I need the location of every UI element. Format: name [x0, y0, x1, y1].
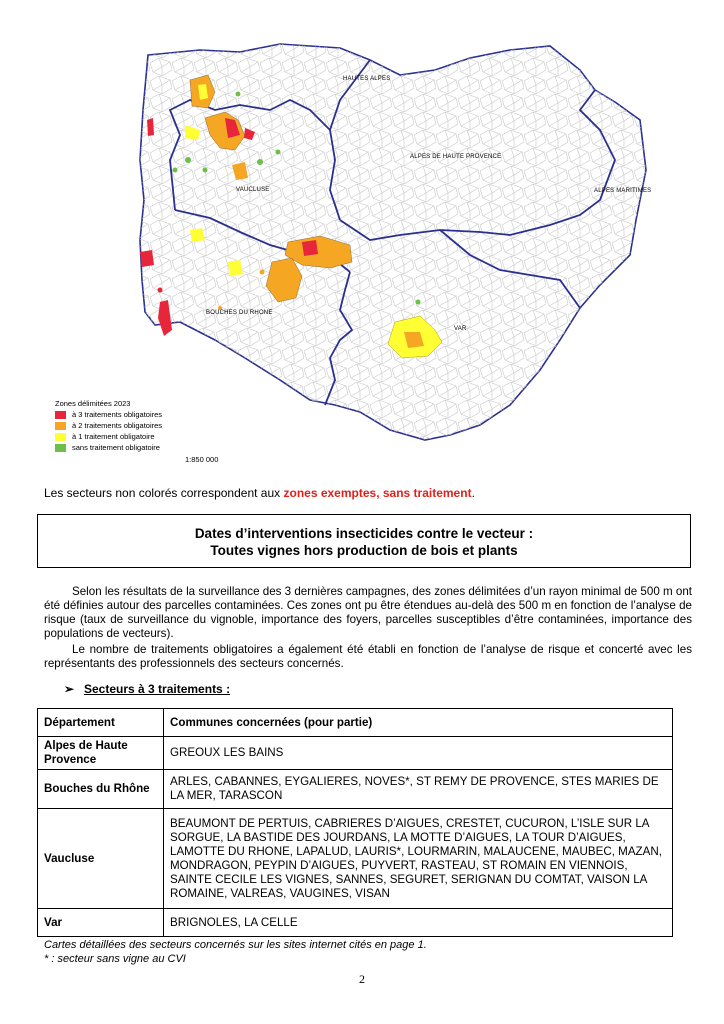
cell-communes: BRIGNOLES, LA CELLE [164, 909, 673, 937]
note-highlight: zones exemptes, sans traitement [283, 486, 472, 500]
exempt-zones-note [44, 486, 475, 500]
legend-item [55, 442, 162, 453]
note-prefix: Les secteurs non colorés correspondent aux [44, 486, 284, 500]
title-line-1: Dates d’interventions insecticides contre le vecteur : [194, 526, 534, 541]
table-row [38, 809, 673, 909]
paragraph-surveillance: Selon les résultats de la surveillance des 3 dernières campagnes, des zones délimitées d’un rayon minimal de 500 m ont été définies autour des parcelles contaminées. Ces zones ont pu être étendues au-delà des 500 m en fonction de l’analyse de risque (taux de surveillance du vignoble, importance des foyers, parcelles susceptibles d’être contaminées, importance des populations de vecteurs). [44, 585, 692, 640]
cell-department: Vaucluse [38, 809, 164, 909]
header-department: Département [38, 709, 164, 737]
header-communes: Communes concernées (pour partie) [164, 709, 673, 737]
legend-item [55, 420, 162, 431]
map-label-vaucluse: VAUCLUSE [236, 187, 270, 193]
footnote-maps: Cartes détaillées des secteurs concernés sur les sites internet cités en page 1. [44, 939, 427, 951]
cell-communes: ARLES, CABANNES, EYGALIERES, NOVES*, ST REMY DE PROVENCE, STES MARIES DE LA MER, TARASCON [164, 770, 673, 809]
communes-table [37, 708, 673, 937]
cell-communes: GREOUX LES BAINS [164, 737, 673, 770]
arrow-icon: ➢ [64, 682, 75, 696]
paragraph-treatments: Le nombre de traitements obligatoires a également été établi en fonction de l’analyse de risque et concerté avec les représentants des professionnels des secteurs concernés. [44, 643, 692, 670]
swatch-red [55, 411, 66, 419]
legend-item [55, 431, 162, 442]
swatch-orange [55, 422, 66, 430]
cell-communes: BEAUMONT DE PERTUIS, CABRIERES D’AIGUES, CRESTET, CUCURON, L’ISLE SUR LA SORGUE, LA BASTIDE DES JOURDANS, LA MOTTE D’AIGUES, LA TOUR D’AIGUES, LAMOTTE DU RHONE, LAPALUD, LAURIS*, LOURMARIN, MALAUCENE, MAUBEC, MAZAN, MONDRAGON, PEYPIN D’AIGUES, PUYVERT, RASTEAU, ST ROMAIN EN VIENNOIS, SAINTE CECILE LES VIGNES, SANNES, SEGURET, SERIGNAN DU COMTAT, VAISON LA ROMAINE, VALREAS, VAUGINES, VISAN [164, 809, 673, 909]
page-number: 2 [359, 972, 365, 986]
section-heading [64, 682, 230, 696]
legend-label: à 3 traitements obligatoires [72, 410, 163, 419]
footnote-cvi: * : secteur sans vigne au CVI [44, 953, 186, 965]
section-title-box [37, 514, 691, 568]
map-label-alpes-maritimes: ALPES MARITIMES [594, 188, 652, 194]
table-header-row [38, 709, 673, 737]
note-suffix: . [471, 486, 475, 500]
cell-department: Var [38, 909, 164, 937]
map-legend [55, 398, 219, 464]
table-row [38, 770, 673, 809]
legend-title: Zones délimitées 2023 [55, 399, 131, 408]
title-line-2: Toutes vignes hors production de bois et plants [210, 543, 518, 558]
map-scale: 1:850 000 [185, 455, 219, 464]
legend-label: sans traitement obligatoire [72, 443, 160, 452]
legend-label: à 1 traitement obligatoire [72, 432, 155, 441]
legend-item [55, 409, 162, 420]
map-label-bouches-du-rhone: BOUCHES DU RHONE [206, 310, 273, 316]
swatch-green [55, 444, 66, 452]
table-row [38, 737, 673, 770]
map-label-alpes-haute-provence: ALPES DE HAUTE PROVENCE [410, 154, 502, 160]
cell-department: Alpes de Haute Provence [38, 737, 164, 770]
section-heading-text: Secteurs à 3 traitements : [84, 682, 231, 696]
table-row [38, 909, 673, 937]
cell-department: Bouches du Rhône [38, 770, 164, 809]
map-label-hautes-alpes: HAUTES ALPES [343, 76, 391, 82]
swatch-yellow [55, 433, 66, 441]
map-label-var: VAR [454, 326, 467, 332]
legend-label: à 2 traitements obligatoires [72, 421, 163, 430]
